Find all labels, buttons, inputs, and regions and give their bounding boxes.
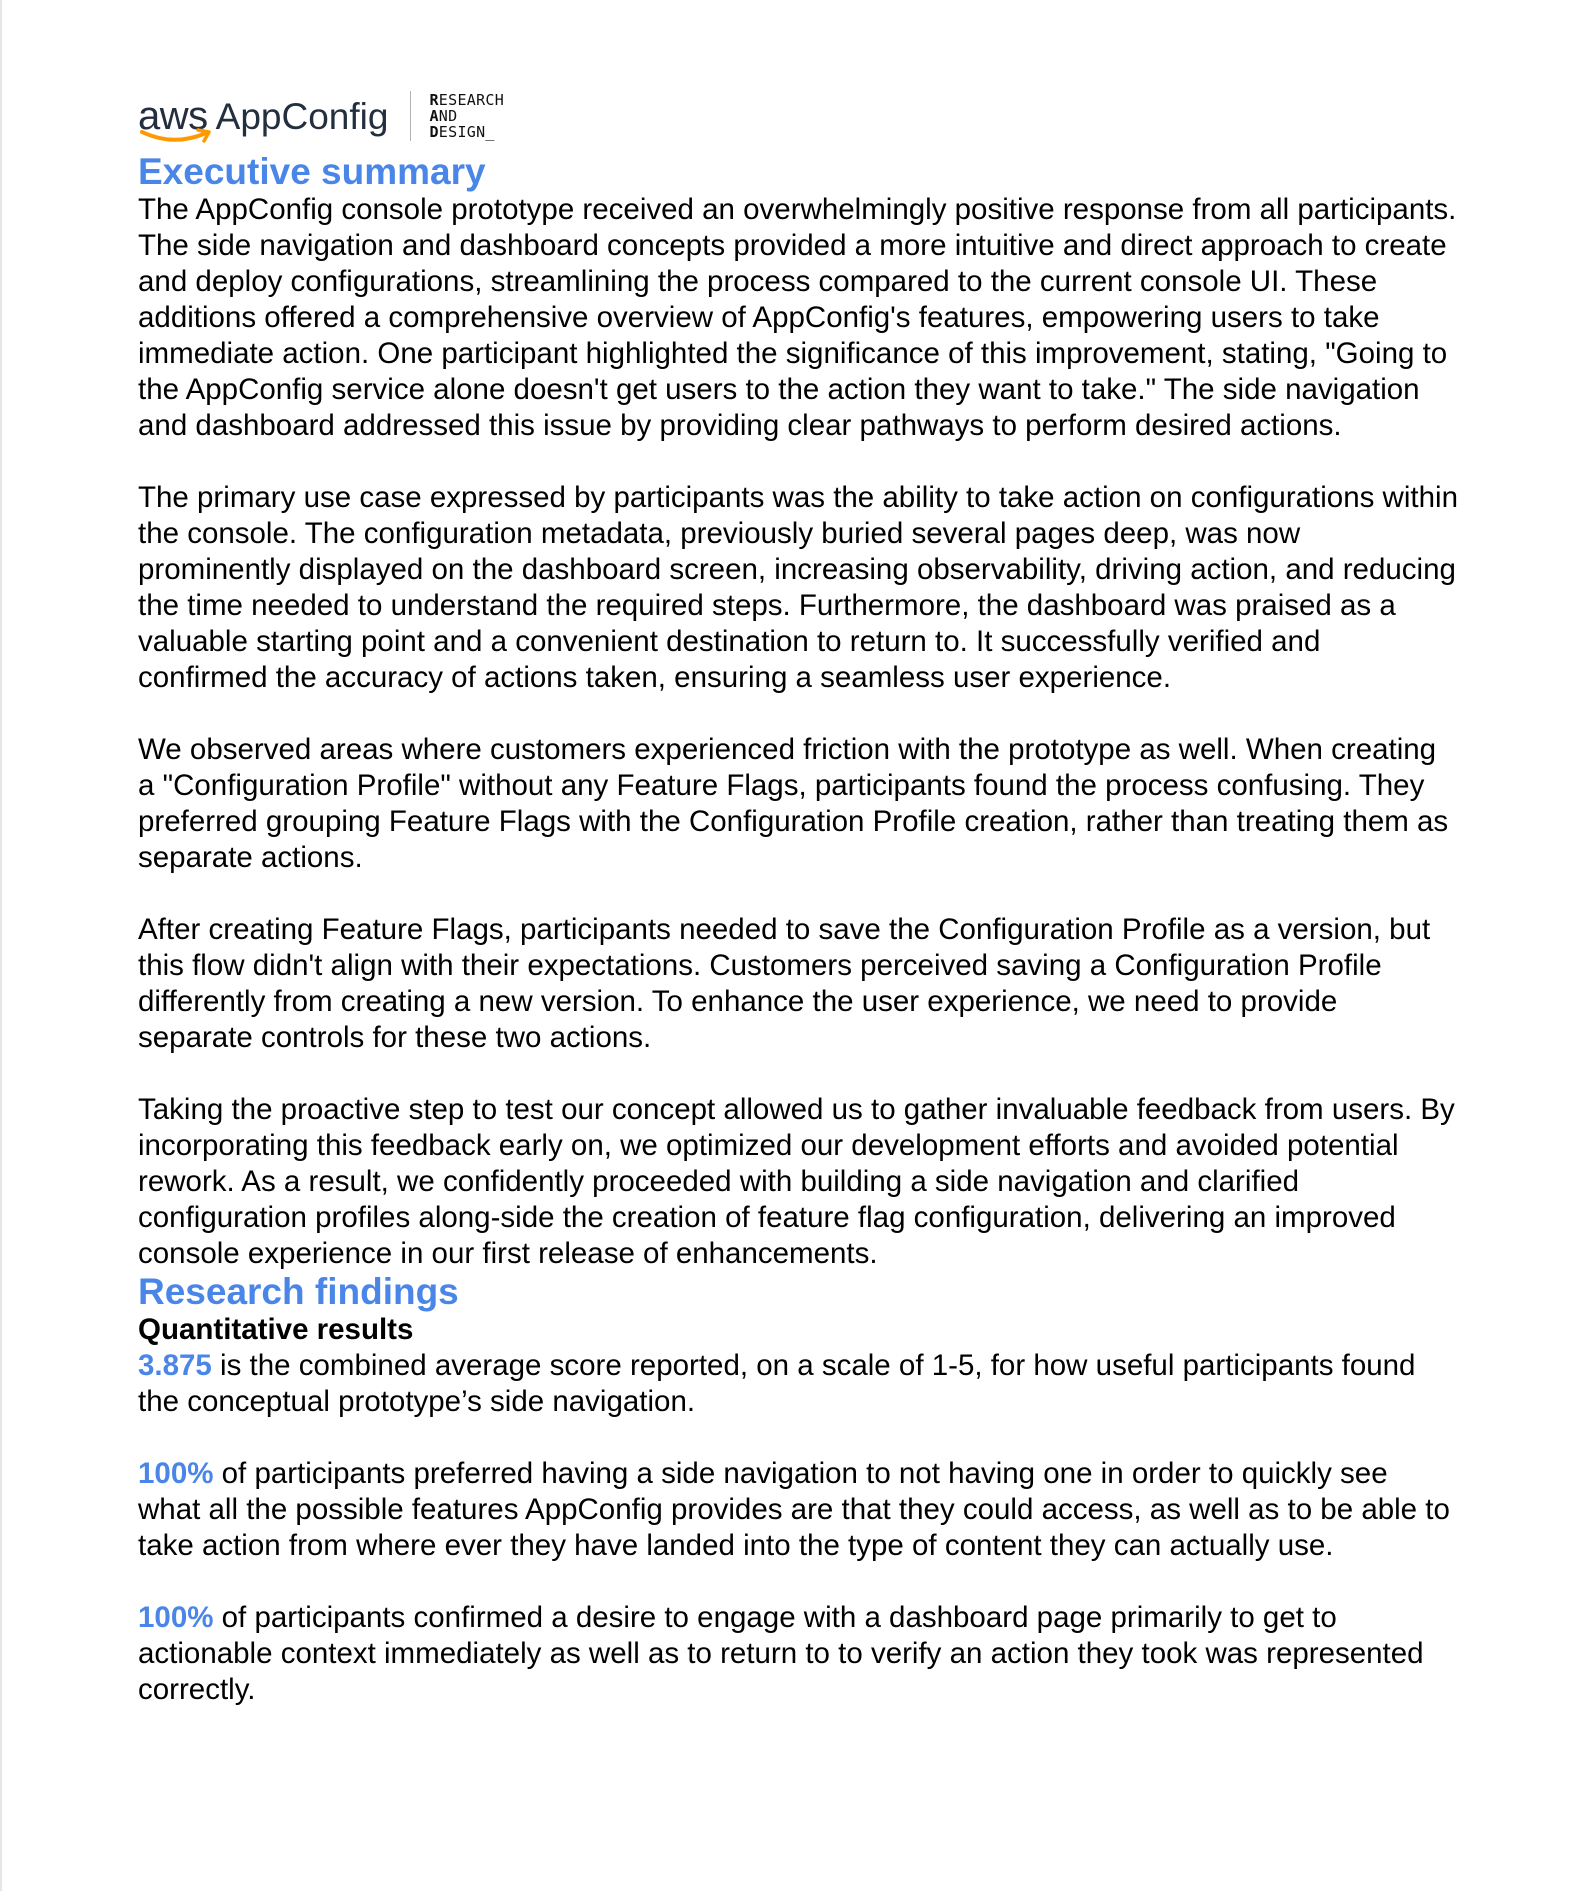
- summary-paragraph: Taking the proactive step to test our concept allowed us to gather invaluable feedback from users. By incorporating this feedback early on, we optimized our development efforts and avoided potential rework. As a result, we confidently proceeded with building a side navigation and clarified configuration profiles along-side the creation of feature flag configuration, delivering an improved console experience in our first release of enhancements.: [138, 1093, 1455, 1270]
- logo-divider: [410, 91, 411, 141]
- summary-paragraph: The primary use case expressed by participants was the ability to take action on configurations within the console. The configuration metadata, previously buried several pages deep, was now prominently displayed on the dashboard screen, increasing observability, driving action, and reducing the time needed to understand the required steps. Furthermore, the dashboard was praised as a valuable starting point and a convenient destination to return to. It successfully verified and confirmed the accuracy of actions taken, ensuring a seamless user experience.: [138, 481, 1458, 694]
- page-edge: [0, 0, 2, 1891]
- rnd-initial: D: [429, 123, 439, 141]
- document-header: [138, 80, 1458, 152]
- summary-paragraph: The AppConfig console prototype received an overwhelmingly positive response from all participants. The side navigation and dashboard concepts provided a more intuitive and direct approach to create and deploy configurations, streamlining the process compared to the current console UI. These additions offered a comprehensive overview of AppConfig's features, empowering users to take immediate action. One participant highlighted the significance of this improvement, stating, "Going to the AppConfig service alone doesn't get users to the action they want to take." The side navigation and dashboard addressed this issue by providing clear pathways to perform desired actions.: [138, 193, 1457, 442]
- logo-product-text: AppConfig: [215, 95, 389, 137]
- rnd-initial: R: [429, 91, 439, 109]
- result-text: of participants preferred having a side navigation to not having one in order to quickly see what all the possible features AppConfig provides are that they could access, as well as to be able to take action from where ever they have landed into the type of content they can actually use.: [138, 1457, 1450, 1562]
- result-stat: 3.875: [138, 1349, 212, 1382]
- executive-summary-title: Executive summary: [138, 151, 486, 192]
- summary-paragraph: After creating Feature Flags, participants needed to save the Configuration Profile as a version, but this flow didn't align with their expectations. Customers perceived saving a Configuration Profile differently from creating a new version. To enhance the user experience, we need to provide separate controls for these two actions.: [138, 913, 1431, 1054]
- rnd-line: AND: [429, 107, 458, 125]
- logo-aws-text: aws: [138, 94, 208, 138]
- summary-paragraph: We observed areas where customers experienced friction with the prototype as well. When creating a "Configuration Profile" without any Feature Flags, participants found the process confusing. They preferred grouping Feature Flags with the Configuration Profile creation, rather than treating them as separate actions.: [138, 733, 1449, 874]
- rnd-initial: A: [429, 107, 439, 125]
- rnd-line: DESIGN_: [429, 123, 495, 141]
- document-body: [138, 80, 1458, 1708]
- research-findings-title: Research findings: [138, 1271, 459, 1312]
- result-paragraph: [138, 1348, 1458, 1420]
- research-and-design-logo: [429, 92, 504, 140]
- rnd-line: RESEARCH: [429, 91, 505, 109]
- aws-smile-icon: [140, 127, 220, 145]
- result-text: of participants confirmed a desire to engage with a dashboard page primarily to get to actionable context immediately as well as to return to to verify an action they took was represented correctly.: [138, 1601, 1424, 1706]
- result-text: is the combined average score reported, on a scale of 1-5, for how useful participants found the conceptual prototype’s side navigation.: [138, 1349, 1416, 1418]
- aws-appconfig-logo: [138, 83, 388, 149]
- result-paragraph: [138, 1456, 1458, 1564]
- result-paragraph: [138, 1600, 1458, 1708]
- quantitative-results-subtitle: Quantitative results: [138, 1313, 414, 1346]
- result-stat: 100%: [138, 1601, 214, 1634]
- result-stat: 100%: [138, 1457, 214, 1490]
